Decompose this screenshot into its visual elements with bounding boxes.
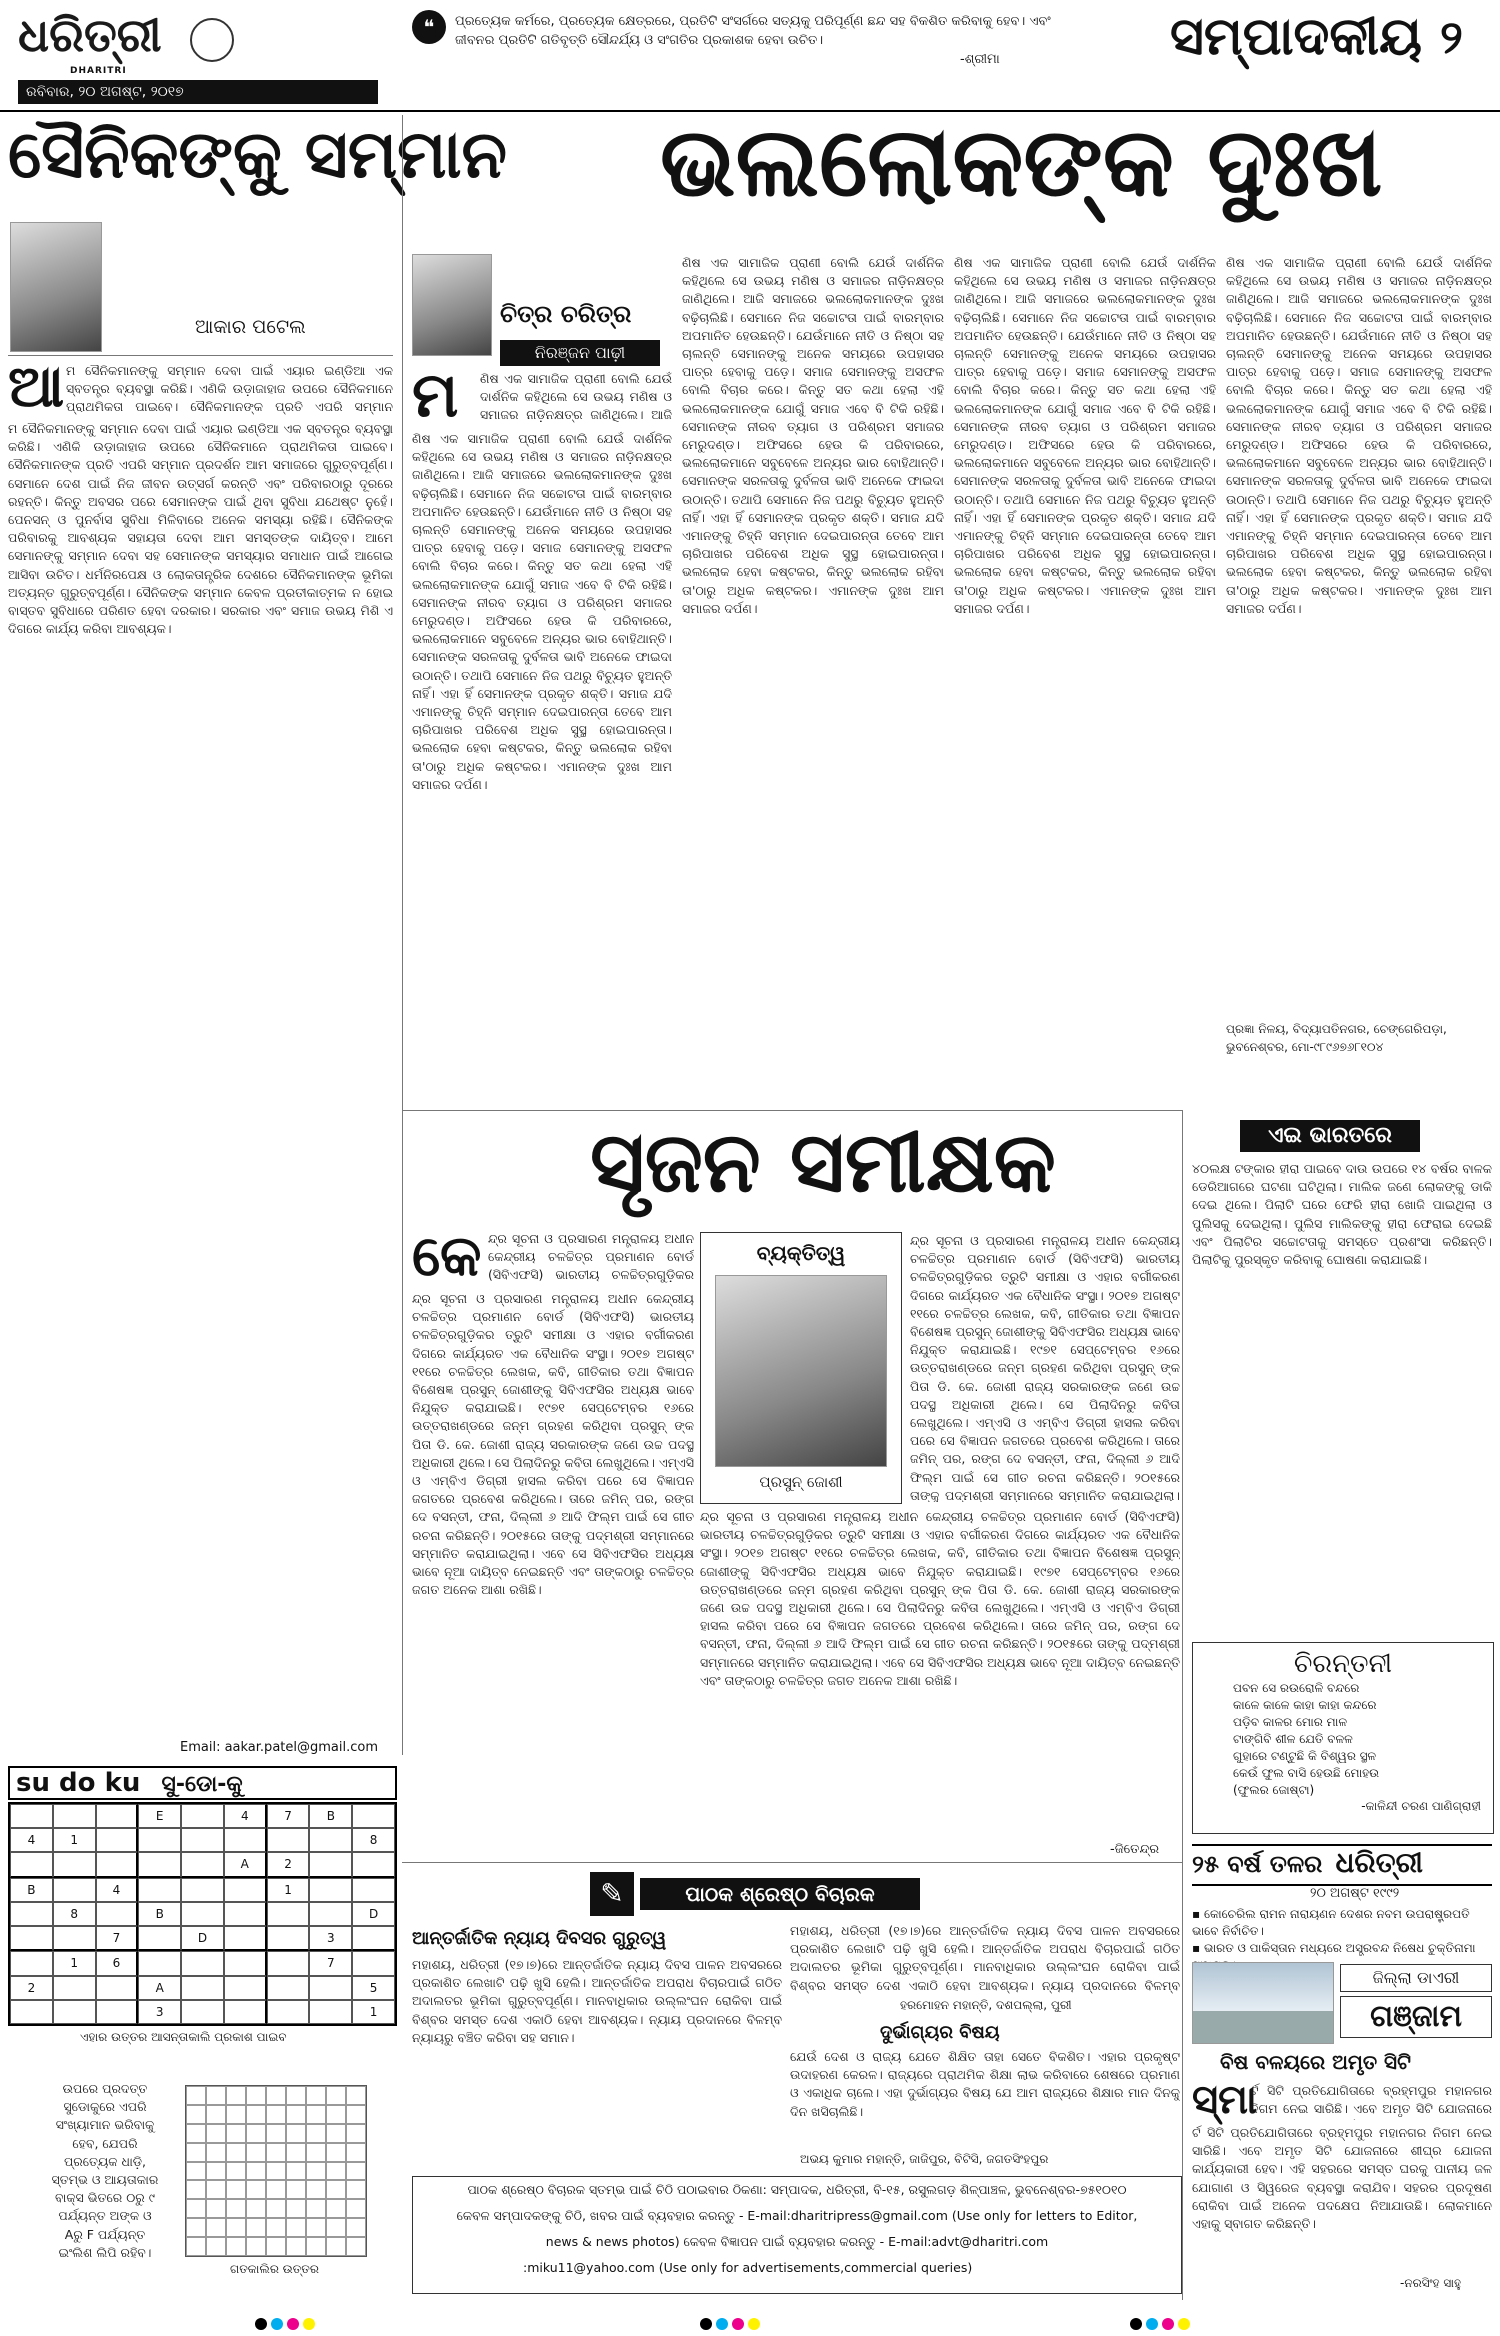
solution-cell bbox=[306, 2180, 326, 2199]
solution-cell bbox=[186, 2124, 206, 2143]
sudoku-cell[interactable] bbox=[309, 1878, 352, 1902]
sudoku-cell[interactable]: 1 bbox=[53, 1951, 96, 1975]
sudoku-cell[interactable]: 2 bbox=[267, 1852, 310, 1877]
sudoku-cell[interactable] bbox=[53, 2000, 96, 2024]
columnist-name: ନିରଞ୍ଜନ ପାଢ଼ୀ bbox=[500, 340, 660, 366]
sudoku-cell[interactable]: 2 bbox=[10, 1976, 53, 2000]
author-photo bbox=[10, 222, 102, 352]
solution-cell bbox=[266, 2199, 286, 2218]
sudoku-cell[interactable]: B bbox=[10, 1878, 53, 1902]
solution-cell bbox=[286, 2086, 306, 2105]
solution-cell bbox=[326, 2105, 346, 2124]
sudoku-cell[interactable] bbox=[267, 1926, 310, 1951]
main-headline: ଭଲଲୋକଙ୍କ ଦୁଃଖ bbox=[660, 105, 1383, 218]
solution-cell bbox=[326, 2124, 346, 2143]
sudoku-cell[interactable] bbox=[53, 1976, 96, 2000]
sudoku-header bbox=[8, 1766, 397, 1800]
solution-cell bbox=[266, 2143, 286, 2162]
sudoku-title-od: ସୁ-ଡୋ-କୁ bbox=[161, 1772, 243, 1797]
issue-date: ରବିବାର, ୨୦ ଅଗଷ୍ଟ, ୨୦୧୭ bbox=[18, 80, 378, 104]
solution-cell bbox=[246, 2199, 266, 2218]
solution-cell bbox=[226, 2162, 246, 2181]
sudoku-cell[interactable] bbox=[10, 1804, 53, 1828]
solution-cell bbox=[246, 2162, 266, 2181]
solution-cell bbox=[186, 2180, 206, 2199]
daily-quote: ପ୍ରତ୍ୟେକ କର୍ମରେ, ପ୍ରତ୍ୟେକ କ୍ଷେତ୍ରରେ, ପ୍ରତିଟି ସଂସର୍ଗରେ ସତ୍ୟକୁ ପରିପୂର୍ଣ୍ଣ ଛନ୍ଦ ସହ ବିକଶିତ କରିବାକୁ ହେବ। ଏବଂ ଜୀବନର ପ୍ରତିଟି ଗତିବୃତ୍ତି ସୌନ୍ଦର୍ଯ୍ୟ ଓ ସଂଗତିର ପ୍ରକାଶକ ହେବା ଉଚିତ। bbox=[455, 14, 1051, 48]
sudoku-cell[interactable]: 1 bbox=[352, 2000, 395, 2024]
district-photo bbox=[1192, 1962, 1334, 2044]
sudoku-cell[interactable] bbox=[96, 1804, 139, 1828]
letters-footer-4: :miku11@yahoo.com (Use only for advertisements,commercial queries) bbox=[523, 2260, 973, 2275]
main-dropcap: ମ bbox=[412, 358, 459, 431]
sudoku-cell[interactable] bbox=[181, 1804, 224, 1828]
archive-date: ୨୦ ଅଗଷ୍ଟ ୧୯୯୨ bbox=[1310, 1886, 1400, 1901]
right-body: ୪୦ଲକ୍ଷ ଟଙ୍କାର ହୀରା ପାଇବେ ଦାଉ ଉପରେ ୧୪ ବର୍ଷର ବାଳକ ଡେରିଆଗରେ ଘଟଣା ଘଟିଥିଲା। ମାଲିକ ଜଣେ ଲୋକଙ୍କୁ ଡାକି ଦେଇ ଥିଲେ। ପିଲାଟି ଘରେ ଫେରି ହୀରା ଖୋଜି ପାଇଥିଲା ଓ ପୁଲିସକୁ ଦେଇଥିଲା। ପୁଲିସ ମାଲିକଙ୍କୁ ହୀରା ଫେରାଇ ଦେଇଛି ଏବଂ ପିଲାଟିର ସଚ୍ଚୋଟତାକୁ ସମସ୍ତେ ପ୍ରଶଂସା କରିଛନ୍ତି। ପିଲାଟିକୁ ପୁରସ୍କୃତ କରିବାକୁ ଘୋଷଣା କରାଯାଇଛି। bbox=[1192, 1161, 1492, 1268]
sudoku-grid[interactable] bbox=[8, 1802, 397, 2026]
solution-cell bbox=[346, 2124, 366, 2143]
sudoku-cell[interactable] bbox=[138, 1926, 181, 1951]
solution-cell bbox=[186, 2218, 206, 2237]
letters-footer-2: କେବଳ ସମ୍ପାଦକଙ୍କୁ ଚିଠି, ଖବର ପାଇଁ ବ୍ୟବହାର କରନ୍ତୁ - E-mail:dharitripress@gmail.com (Use only for letters to Editor, bbox=[456, 2208, 1138, 2223]
left-rule bbox=[8, 355, 393, 356]
solution-cell bbox=[306, 2162, 326, 2181]
sudoku-cell[interactable]: 3 bbox=[138, 2000, 181, 2024]
solution-cell bbox=[266, 2162, 286, 2181]
solution-cell bbox=[206, 2105, 226, 2124]
letter1-title: ଆନ୍ତର୍ଜାତିକ ନ୍ୟାୟ ଦିବସର ଗୁରୁତ୍ୱ bbox=[412, 1928, 667, 1949]
solution-cell bbox=[286, 2105, 306, 2124]
main-author-address: ପ୍ରଜ୍ଞା ନିଳୟ, ବିଦ୍ୟାପତିନଗର, ଚେଙ୍ଗେରିପଡ଼ା, ଭୁବନେଶ୍ବର, ମୋ-୯୮୯୬୭୬୮୧୦୪ bbox=[1226, 1022, 1447, 1054]
solution-cell bbox=[326, 2162, 346, 2181]
sudoku-cell[interactable]: 8 bbox=[352, 1828, 395, 1852]
profile-headline: ସୃଜନ ସମୀକ୍ଷକ bbox=[590, 1112, 1056, 1211]
sudoku-cell[interactable] bbox=[53, 1926, 96, 1951]
sudoku-cell[interactable] bbox=[224, 1828, 267, 1852]
profile-signature: -ଜିତେନ୍ଦ୍ର bbox=[1110, 1842, 1160, 1857]
solution-cell bbox=[186, 2237, 206, 2256]
solution-cell bbox=[206, 2180, 226, 2199]
sudoku-cell[interactable] bbox=[138, 1852, 181, 1877]
archive-item: ▪ ଭାରତ ଓ ପାକିସ୍ତାନ ମଧ୍ୟରେ ଅସ୍ତ୍ରବନ୍ଦ ନିଷେଧ ଚୁକ୍ତିନାମା bbox=[1192, 1941, 1476, 1955]
sudoku-cell[interactable]: D bbox=[352, 1902, 395, 1926]
poem-line: ଟାଙ୍ଗିବି ଶୀଳ ଯେତି ବଳଳ bbox=[1233, 1732, 1353, 1746]
sudoku-cell[interactable] bbox=[53, 1852, 96, 1877]
sudoku-cell[interactable] bbox=[10, 2000, 53, 2024]
sudoku-title-en: su do ku bbox=[16, 1768, 141, 1798]
registration-dot bbox=[1146, 2318, 1158, 2330]
letters-icon: ✎ bbox=[590, 1872, 634, 1916]
sudoku-cell[interactable] bbox=[10, 1852, 53, 1877]
solution-cell bbox=[266, 2180, 286, 2199]
registration-dot bbox=[255, 2318, 267, 2330]
sudoku-cell[interactable]: 4 bbox=[224, 1804, 267, 1828]
main-bottom-rule bbox=[402, 1110, 1182, 1111]
solution-cell bbox=[326, 2237, 346, 2256]
solution-cell bbox=[186, 2199, 206, 2218]
solution-cell bbox=[306, 2143, 326, 2162]
sudoku-cell[interactable]: B bbox=[138, 1902, 181, 1926]
solution-cell bbox=[246, 2143, 266, 2162]
dharitri-logo: ଧରିତ୍ରୀ bbox=[18, 8, 162, 62]
sudoku-cell[interactable] bbox=[181, 2000, 224, 2024]
solution-cell bbox=[266, 2086, 286, 2105]
registration-dot bbox=[1130, 2318, 1142, 2330]
solution-cell bbox=[266, 2237, 286, 2256]
sudoku-cell[interactable] bbox=[53, 1804, 96, 1828]
poem-line: ଗୁହାରେ ଟଣ୍ଟୁଛି କି ବିଶ୍ୱର ସ୍ଥଳ bbox=[1233, 1749, 1377, 1763]
registration-dot bbox=[271, 2318, 283, 2330]
solution-cell bbox=[206, 2124, 226, 2143]
sudoku-cell[interactable] bbox=[309, 1976, 352, 2000]
sudoku-cell[interactable] bbox=[181, 1852, 224, 1877]
letter1-body: ମହାଶୟ, ଧରିତ୍ରୀ (୧୭।୭)ରେ ଆନ୍ତର୍ଜାତିକ ନ୍ୟାୟ ଦିବସ ପାଳନ ଅବସରରେ ପ୍ରକାଶିତ ଲେଖାଟି ପଢ଼ି ଖୁସି ହେଲି। ଆନ୍ତର୍ଜାତିକ ଅପରାଧ ବିଚାରପାଇଁ ଗଠିତ ଅଦାଲତର ଭୂମିକା ଗୁରୁତ୍ବପୂର୍ଣ୍ଣ। ମାନବାଧିକାର ଉଲ୍ଲଂଘନ ରୋକିବା ପାଇଁ ବିଶ୍ବର ସମସ୍ତ ଦେଶ ଏକାଠି ହେବା ଆବଶ୍ୟକ। ନ୍ୟାୟ ପ୍ରଦାନରେ ବିଳମ୍ବ ନ୍ୟାୟରୁ ବଞ୍ଚିତ କରିବା ସହ ସମାନ। bbox=[412, 1957, 782, 2045]
wheel-icon bbox=[190, 18, 234, 62]
logo-subtitle: DHARITRI bbox=[70, 66, 127, 76]
left-body: ମ ସୈନିକମାନଙ୍କୁ ସମ୍ମାନ ଦେବା ପାଇଁ ଏୟାର ଇଣ୍ଡିଆ ଏକ ସ୍ବତନ୍ତ୍ର ବ୍ୟବସ୍ଥା କରିଛି। ଏଣିକି ଉଡ଼ାଜାହାଜ ଉପରେ ସୈନିକମାନେ ପ୍ରାଥମିକତା ପାଇବେ। ସୈନିକମାନଙ୍କ ପ୍ରତି ଏପରି ସମ୍ମାନ ପ୍ରଦର୍ଶନ ଆମ ସମାଜରେ ଗୁରୁତ୍ବପୂର୍ଣ୍ଣ। ସେମାନେ ଦେଶ ପାଇଁ ନିଜ ଜୀବନ ଉତ୍ସର୍ଗ କରନ୍ତି ଏବଂ ପରିବାରଠାରୁ ଦୂରରେ ରହନ୍ତି। କିନ୍ତୁ ଅବସର ପରେ ସେମାନଙ୍କ ପାଇଁ ଥିବା ସୁବିଧା ଯଥେଷ୍ଟ ନୁହେଁ। ପେନସନ୍ ଓ ପୁନର୍ବାସ ସୁବିଧା ମିଳିବାରେ ଅନେକ ସମସ୍ୟା ରହିଛି। ସୈନିକଙ୍କ ପରିବାରକୁ ଆବଶ୍ୟକ ସହାୟତା ଦେବା ଆମ ସମସ୍ତଙ୍କ ଦାୟିତ୍ବ। ଆମେ ସେମାନଙ୍କୁ ସମ୍ମାନ ଦେବା ସହ ସେମାନଙ୍କ ସମସ୍ୟାର ସମାଧାନ ପାଇଁ ଆଗେଇ ଆସିବା ଉଚିତ। ଧର୍ମନିରପେକ୍ଷ ଓ ଲୋକତାନ୍ତ୍ରିକ ଦେଶରେ ସୈନିକମାନଙ୍କ ଭୂମିକା ଅତ୍ୟନ୍ତ ଗୁରୁତ୍ବପୂର୍ଣ୍ଣ। ସୈନିକଙ୍କ ସମ୍ମାନ କେବଳ ପ୍ରତୀକାତ୍ମକ ନ ହୋଇ ବାସ୍ତବ ସୁବିଧାରେ ପରିଣତ ହେବା ଦରକାର। ସରକାର ଏବଂ ସମାଜ ଉଭୟ ମିଶି ଏ ଦିଗରେ କାର୍ଯ୍ୟ କରିବା ଆବଶ୍ୟକ। bbox=[8, 421, 393, 637]
solution-cell bbox=[266, 2105, 286, 2124]
sudoku-cell[interactable] bbox=[224, 1926, 267, 1951]
sudoku-cell[interactable]: 7 bbox=[309, 1951, 352, 1975]
profile-bottom-rule bbox=[402, 1862, 1182, 1863]
sudoku-cell[interactable] bbox=[352, 1926, 395, 1951]
sudoku-cell[interactable] bbox=[224, 1976, 267, 2000]
letters-footer-1: ପାଠକ ଶ୍ରେଷ୍ଠ ବିଚାରକ ସ୍ତମ୍ଭ ପାଇଁ ଚିଠି ପଠାଇବାର ଠିକଣା: ସମ୍ପାଦକ, ଧରିତ୍ରୀ, ବି-୧୫, ରସୁଲଗଡ଼ ଶିଳ୍ପାଞ୍ଚଳ, ଭୁବନେଶ୍ବର-୭୫୧୦୧୦ bbox=[467, 2182, 1127, 2197]
sudoku-cell[interactable]: E bbox=[138, 1804, 181, 1828]
sudoku-solution-grid bbox=[185, 2085, 367, 2257]
archive-title: ୨୫ ବର୍ଷ ତଳର bbox=[1192, 1850, 1323, 1878]
archive-header bbox=[1192, 1844, 1492, 1886]
district-story-title: ବିଷ ବଳୟରେ ଅମୃତ ସିଟି bbox=[1220, 2050, 1411, 2074]
solution-cell bbox=[346, 2143, 366, 2162]
district-story-dropcap: ସ୍ମା bbox=[1192, 2076, 1258, 2123]
solution-cell bbox=[226, 2143, 246, 2162]
solution-cell bbox=[206, 2218, 226, 2237]
solution-cell bbox=[206, 2086, 226, 2105]
solution-cell bbox=[326, 2218, 346, 2237]
profile-person-name: ପ୍ରସୁନ୍ ଜୋଶୀ bbox=[759, 1473, 843, 1491]
solution-cell bbox=[326, 2086, 346, 2105]
solution-cell bbox=[286, 2218, 306, 2237]
solution-cell bbox=[346, 2180, 366, 2199]
letter2-title: ଦୁର୍ଭାଗ୍ୟର ବିଷୟ bbox=[880, 2022, 1000, 2043]
sudoku-cell[interactable] bbox=[352, 1878, 395, 1902]
sudoku-cell[interactable] bbox=[267, 1976, 310, 2000]
letters-banner: ପାଠକ ଶ୍ରେଷ୍ଠ ବିଚାରକ bbox=[640, 1878, 920, 1910]
archive-logo: ଧରିତ୍ରୀ bbox=[1335, 1846, 1423, 1879]
main-body-col3: ଣିଷ ଏକ ସାମାଜିକ ପ୍ରାଣୀ ବୋଲି ଯେଉଁ ଦାର୍ଶନିକ କହିଥିଲେ ସେ ଉଭୟ ମଣିଷ ଓ ସମାଜର ନାଡ଼ିନକ୍ଷତ୍ର ଜାଣିଥିଲେ। ଆଜି ସମାଜରେ ଭଲଲୋକମାନଙ୍କ ଦୁଃଖ ବଢ଼ିଚାଲିଛି। ସେମାନେ ନିଜ ସଚ୍ଚୋଟତା ପାଇଁ ବାରମ୍ବାର ଅପମାନିତ ହେଉଛନ୍ତି। ଯେଉଁମାନେ ନୀତି ଓ ନିଷ୍ଠା ସହ ଚାଲନ୍ତି ସେମାନଙ୍କୁ ଅନେକ ସମୟରେ ଉପହାସର ପାତ୍ର ହେବାକୁ ପଡ଼େ। ସମାଜ ସେମାନଙ୍କୁ ଅସଫଳ ବୋଲି ବିଚାର କରେ। କିନ୍ତୁ ସତ କଥା ହେଲା ଏହି ଭଲଲୋକମାନଙ୍କ ଯୋଗୁଁ ସମାଜ ଏବେ ବି ଟିକି ରହିଛି। ସେମାନଙ୍କ ନୀରବ ତ୍ୟାଗ ଓ ପରିଶ୍ରମ ସମାଜର ମେରୁଦଣ୍ଡ। ଅଫିସରେ ହେଉ କି ପରିବାରରେ, ଭଲଲୋକମାନେ ସବୁବେଳେ ଅନ୍ୟର ଭାର ବୋହିଥାନ୍ତି। ସେମାନଙ୍କ ସରଳତାକୁ ଦୁର୍ବଳତା ଭାବି ଅନେକେ ଫାଇଦା ଉଠାନ୍ତି। ତଥାପି ସେମାନେ ନିଜ ପଥରୁ ବିଚ୍ୟୁତ ହୁଅନ୍ତି ନାହିଁ। ଏହା ହିଁ ସେମାନଙ୍କ ପ୍ରକୃତ ଶକ୍ତି। ସମାଜ ଯଦି ଏମାନଙ୍କୁ ଚିହ୍ନି ସମ୍ମାନ ଦେଇପାରନ୍ତା ତେବେ ଆମ ଚାରିପାଖର ପରିବେଶ ଅଧିକ ସୁସ୍ଥ ହୋଇପାରନ୍ତା। ଭଲଲୋକ ହେବା କଷ୍ଟକର, କିନ୍ତୁ ଭଲଲୋକ ରହିବା ତା'ଠାରୁ ଅଧିକ କଷ୍ଟକର। ଏମାନଙ୍କ ଦୁଃଖ ଆମ ସମାଜର ଦର୍ପଣ। bbox=[954, 255, 1216, 616]
sudoku-cell[interactable] bbox=[267, 1951, 310, 1975]
profile-body-intro: ନ୍ଦ୍ର ସୂଚନା ଓ ପ୍ରସାରଣ ମନ୍ତ୍ରାଳୟ ଅଧୀନ କେନ୍ଦ୍ରୀୟ ଚଳଚ୍ଚିତ୍ର ପ୍ରମାଣନ ବୋର୍ଡ (ସିବିଏଫସି) ଭାରତୀୟ ଚଳଚ୍ଚିତ୍ରଗୁଡ଼ିକର bbox=[488, 1231, 694, 1283]
solution-cell bbox=[286, 2162, 306, 2181]
sudoku-cell[interactable] bbox=[96, 1828, 139, 1852]
profile-body-col1: ନ୍ଦ୍ର ସୂଚନା ଓ ପ୍ରସାରଣ ମନ୍ତ୍ରାଳୟ ଅଧୀନ କେନ୍ଦ୍ରୀୟ ଚଳଚ୍ଚିତ୍ର ପ୍ରମାଣନ ବୋର୍ଡ (ସିବିଏଫସି) ଭାରତୀୟ ଚଳଚ୍ଚିତ୍ରଗୁଡ଼ିକର ତ୍ରୁଟି ସମୀକ୍ଷା ଓ ଏହାର ବର୍ଗୀକରଣ ଦିଗରେ କାର୍ଯ୍ୟରତ ଏକ ବୈଧାନିକ ସଂସ୍ଥା। ୨୦୧୭ ଅଗଷ୍ଟ ୧୧ରେ ଚଳଚ୍ଚିତ୍ର ଲେଖକ, କବି, ଗୀତିକାର ତଥା ବିଜ୍ଞାପନ ବିଶେଷଜ୍ଞ ପ୍ରସୁନ୍ ଜୋଶୀଙ୍କୁ ସିବିଏଫସିର ଅଧ୍ୟକ୍ଷ ଭାବେ ନିଯୁକ୍ତ କରାଯାଇଛି। ୧୯୭୧ ସେପ୍ଟେମ୍ବର ୧୬ରେ ଉତ୍ତରାଖଣ୍ଡରେ ଜନ୍ମ ଗ୍ରହଣ କରିଥିବା ପ୍ରସୁନ୍ ଙ୍କ ପିତା ଡି. କେ. ଜୋଶୀ ରାଜ୍ୟ ସରକାରଙ୍କ ଜଣେ ଉଚ୍ଚ ପଦସ୍ଥ ଅଧିକାରୀ ଥିଲେ। ସେ ପିଲାଦିନରୁ କବିତା ଲେଖୁଥିଲେ। ଏମ୍ଏସି ଓ ଏମ୍ବିଏ ଡିଗ୍ରୀ ହାସଲ କରିବା ପରେ ସେ ବିଜ୍ଞାପନ ଜଗତରେ ପ୍ରବେଶ କରିଥିଲେ। ତାରେ ଜମିନ୍ ପର, ରଙ୍ଗ ଦେ ବସନ୍ତୀ, ଫନା, ଦିଲ୍ଲୀ ୬ ଆଦି ଫିଲ୍ମ ପାଇଁ ସେ ଗୀତ ରଚନା କରିଛନ୍ତି। ୨୦୧୫ରେ ତାଙ୍କୁ ପଦ୍ମଶ୍ରୀ ସମ୍ମାନରେ ସମ୍ମାନିତ କରାଯାଇଥିଲା। ଏବେ ସେ ସିବିଏଫସିର ଅଧ୍ୟକ୍ଷ ଭାବେ ନୂଆ ଦାୟିତ୍ବ ନେଇଛନ୍ତି ଏବଂ ତାଙ୍କଠାରୁ ଚଳଚ୍ଚିତ୍ର ଜଗତ ଅନେକ ଆଶା ରଖିଛି। bbox=[412, 1291, 694, 1598]
sudoku-cell[interactable] bbox=[96, 1902, 139, 1926]
letter1-signature: ହରମୋହନ ମହାନ୍ତି, ଦଶପଲ୍ଲା, ପୁରୀ bbox=[900, 1998, 1072, 2012]
solution-cell bbox=[226, 2218, 246, 2237]
sudoku-cell[interactable] bbox=[181, 1878, 224, 1902]
solution-cell bbox=[206, 2162, 226, 2181]
registration-dot bbox=[700, 2318, 712, 2330]
solution-cell bbox=[246, 2180, 266, 2199]
profile-dropcap: କେ bbox=[412, 1223, 482, 1289]
left-author: ଆକାର ପଟେଲ bbox=[195, 316, 306, 338]
solution-cell bbox=[286, 2180, 306, 2199]
solution-cell bbox=[286, 2199, 306, 2218]
sudoku-cell[interactable] bbox=[10, 1926, 53, 1951]
solution-cell bbox=[266, 2218, 286, 2237]
letters-footer-3: news & news photos) କେବଳ ବିଜ୍ଞାପନ ପାଇଁ ବ୍ୟବହାର କରନ୍ତୁ - E-mail:advt@dharitri.com bbox=[545, 2234, 1049, 2249]
sudoku-cell[interactable]: A bbox=[224, 1852, 267, 1877]
poem-line: କାଳେ କାଳେ କାହା କାହା କନ୍ଦରେ bbox=[1233, 1698, 1377, 1712]
sudoku-cell[interactable] bbox=[96, 1852, 139, 1877]
solution-cell bbox=[186, 2086, 206, 2105]
archive-item: ▪ କୋଚେରିଲ ରାମନ ନାରାୟଣନ ଦେଶର ନବମ ଉପରାଷ୍ଟ୍ରପତି ଭାବେ ନିର୍ବାଚିତ। bbox=[1192, 1907, 1470, 1938]
profile-body-col3: ନ୍ଦ୍ର ସୂଚନା ଓ ପ୍ରସାରଣ ମନ୍ତ୍ରାଳୟ ଅଧୀନ କେନ୍ଦ୍ରୀୟ ଚଳଚ୍ଚିତ୍ର ପ୍ରମାଣନ ବୋର୍ଡ (ସିବିଏଫସି) ଭାରତୀୟ ଚଳଚ୍ଚିତ୍ରଗୁଡ଼ିକର ତ୍ରୁଟି ସମୀକ୍ଷା ଓ ଏହାର ବର୍ଗୀକରଣ ଦିଗରେ କାର୍ଯ୍ୟରତ ଏକ ବୈଧାନିକ ସଂସ୍ଥା। ୨୦୧୭ ଅଗଷ୍ଟ ୧୧ରେ ଚଳଚ୍ଚିତ୍ର ଲେଖକ, କବି, ଗୀତିକାର ତଥା ବିଜ୍ଞାପନ ବିଶେଷଜ୍ଞ ପ୍ରସୁନ୍ ଜୋଶୀଙ୍କୁ ସିବିଏଫସିର ଅଧ୍ୟକ୍ଷ ଭାବେ ନିଯୁକ୍ତ କରାଯାଇଛି। ୧୯୭୧ ସେପ୍ଟେମ୍ବର ୧୬ରେ ଉତ୍ତରାଖଣ୍ଡରେ ଜନ୍ମ ଗ୍ରହଣ କରିଥିବା ପ୍ରସୁନ୍ ଙ୍କ ପିତା ଡି. କେ. ଜୋଶୀ ରାଜ୍ୟ ସରକାରଙ୍କ ଜଣେ ଉଚ୍ଚ ପଦସ୍ଥ ଅଧିକାରୀ ଥିଲେ। ସେ ପିଲାଦିନରୁ କବିତା ଲେଖୁଥିଲେ। ଏମ୍ଏସି ଓ ଏମ୍ବିଏ ଡିଗ୍ରୀ ହାସଲ କରିବା ପରେ ସେ ବିଜ୍ଞାପନ ଜଗତରେ ପ୍ରବେଶ କରିଥିଲେ। ତାରେ ଜମିନ୍ ପର, ରଙ୍ଗ ଦେ ବସନ୍ତୀ, ଫନା, ଦିଲ୍ଲୀ ୬ ଆଦି ଫିଲ୍ମ ପାଇଁ ସେ ଗୀତ ରଚନା କରିଛନ୍ତି। ୨୦୧୫ରେ ତାଙ୍କୁ ପଦ୍ମଶ୍ରୀ ସମ୍ମାନରେ ସମ୍ମାନିତ କରାଯାଇଥିଲା। ଏବେ ସେ ସିବିଏଫସିର ଅଧ୍ୟକ୍ଷ ଭାବେ ନୂଆ ଦାୟିତ୍ବ ନେଇଛନ୍ତି ଏବଂ ତାଙ୍କଠାରୁ ଚଳଚ୍ଚିତ୍ର ଜଗତ ଅନେକ ଆଶା ରଖିଛି। bbox=[700, 1509, 1180, 1688]
solution-cell bbox=[226, 2124, 246, 2143]
sudoku-cell[interactable] bbox=[10, 1951, 53, 1975]
district-story-intro: ର୍ଟ ସିଟି ପ୍ରତିଯୋଗିତାରେ ବ୍ରହ୍ମପୁର ମହାନଗର ନିଗମ ନେଇ ସାରିଛି। ଏବେ ଅମୃତ ସିଟି ଯୋଜନାରେ bbox=[1250, 2083, 1492, 2117]
sudoku-cell[interactable] bbox=[96, 1976, 139, 2000]
sudoku-cell[interactable]: 3 bbox=[309, 1926, 352, 1951]
solution-cell bbox=[246, 2237, 266, 2256]
solution-cell bbox=[186, 2162, 206, 2181]
right-section-label: ଏଇ ଭାରତରେ bbox=[1240, 1120, 1420, 1152]
district-name: ଗଞ୍ଜାମ bbox=[1340, 1996, 1492, 2038]
main-body-col1: ଣିଷ ଏକ ସାମାଜିକ ପ୍ରାଣୀ ବୋଲି ଯେଉଁ ଦାର୍ଶନିକ କହିଥିଲେ ସେ ଉଭୟ ମଣିଷ ଓ ସମାଜର ନାଡ଼ିନକ୍ଷତ୍ର ଜାଣିଥିଲେ। ଆଜି ସମାଜରେ ଭଲଲୋକମାନଙ୍କ ଦୁଃଖ ବଢ଼ିଚାଲିଛି। ସେମାନେ ନିଜ ସଚ୍ଚୋଟତା ପାଇଁ ବାରମ୍ବାର ଅପମାନିତ ହେଉଛନ୍ତି। ଯେଉଁମାନେ ନୀତି ଓ ନିଷ୍ଠା ସହ ଚାଲନ୍ତି ସେମାନଙ୍କୁ ଅନେକ ସମୟରେ ଉପହାସର ପାତ୍ର ହେବାକୁ ପଡ଼େ। ସମାଜ ସେମାନଙ୍କୁ ଅସଫଳ ବୋଲି ବିଚାର କରେ। କିନ୍ତୁ ସତ କଥା ହେଲା ଏହି ଭଲଲୋକମାନଙ୍କ ଯୋଗୁଁ ସମାଜ ଏବେ ବି ଟିକି ରହିଛି। ସେମାନଙ୍କ ନୀରବ ତ୍ୟାଗ ଓ ପରିଶ୍ରମ ସମାଜର ମେରୁଦଣ୍ଡ। ଅଫିସରେ ହେଉ କି ପରିବାରରେ, ଭଲଲୋକମାନେ ସବୁବେଳେ ଅନ୍ୟର ଭାର ବୋହିଥାନ୍ତି। ସେମାନଙ୍କ ସରଳତାକୁ ଦୁର୍ବଳତା ଭାବି ଅନେକେ ଫାଇଦା ଉଠାନ୍ତି। ତଥାପି ସେମାନେ ନିଜ ପଥରୁ ବିଚ୍ୟୁତ ହୁଅନ୍ତି ନାହିଁ। ଏହା ହିଁ ସେମାନଙ୍କ ପ୍ରକୃତ ଶକ୍ତି। ସମାଜ ଯଦି ଏମାନଙ୍କୁ ଚିହ୍ନି ସମ୍ମାନ ଦେଇପାରନ୍ତା ତେବେ ଆମ ଚାରିପାଖର ପରିବେଶ ଅଧିକ ସୁସ୍ଥ ହୋଇପାରନ୍ତା। ଭଲଲୋକ ହେବା କଷ୍ଟକର, କିନ୍ତୁ ଭଲଲୋକ ରହିବା ତା'ଠାରୁ ଅଧିକ କଷ୍ଟକର। ଏମାନଙ୍କ ଦୁଃଖ ଆମ ସମାଜର ଦର୍ପଣ। bbox=[412, 431, 672, 792]
solution-cell bbox=[226, 2180, 246, 2199]
sudoku-cell[interactable]: 5 bbox=[352, 1976, 395, 2000]
sudoku-cell[interactable] bbox=[267, 1902, 310, 1926]
solution-cell bbox=[286, 2124, 306, 2143]
registration-dot bbox=[1162, 2318, 1174, 2330]
sudoku-cell[interactable] bbox=[138, 1828, 181, 1852]
sudoku-cell[interactable] bbox=[267, 2000, 310, 2024]
profile-photo bbox=[715, 1275, 887, 1467]
solution-cell bbox=[346, 2086, 366, 2105]
solution-cell bbox=[206, 2143, 226, 2162]
sudoku-cell[interactable] bbox=[181, 1976, 224, 2000]
district-story-body: ର୍ଟ ସିଟି ପ୍ରତିଯୋଗିତାରେ ବ୍ରହ୍ମପୁର ମହାନଗର ନିଗମ ନେଇ ସାରିଛି। ଏବେ ଅମୃତ ସିଟି ଯୋଜନାରେ ଶୀଘ୍ର ଯୋଜନା କାର୍ଯ୍ୟକାରୀ ହେବ। ଏହି ସହରରେ ସମସ୍ତ ଘରକୁ ପାନୀୟ ଜଳ ଯୋଗାଣ ଓ ସିୱରେଜ ବ୍ୟବସ୍ଥା କରାଯିବ। ସହରର ପ୍ରଦୂଷଣ ରୋକିବା ପାଇଁ ଅନେକ ପଦକ୍ଷେପ ନିଆଯାଉଛି। ଲୋକମାନେ ଏହାକୁ ସ୍ବାଗତ କରିଛନ୍ତି। bbox=[1192, 2125, 1492, 2232]
solution-cell bbox=[186, 2105, 206, 2124]
poem-box bbox=[1192, 1642, 1494, 1834]
solution-cell bbox=[206, 2237, 226, 2256]
sudoku-cell[interactable] bbox=[309, 1828, 352, 1852]
main-body-col2: ଣିଷ ଏକ ସାମାଜିକ ପ୍ରାଣୀ ବୋଲି ଯେଉଁ ଦାର୍ଶନିକ କହିଥିଲେ ସେ ଉଭୟ ମଣିଷ ଓ ସମାଜର ନାଡ଼ିନକ୍ଷତ୍ର ଜାଣିଥିଲେ। ଆଜି ସମାଜରେ ଭଲଲୋକମାନଙ୍କ ଦୁଃଖ ବଢ଼ିଚାଲିଛି। ସେମାନେ ନିଜ ସଚ୍ଚୋଟତା ପାଇଁ ବାରମ୍ବାର ଅପମାନିତ ହେଉଛନ୍ତି। ଯେଉଁମାନେ ନୀତି ଓ ନିଷ୍ଠା ସହ ଚାଲନ୍ତି ସେମାନଙ୍କୁ ଅନେକ ସମୟରେ ଉପହାସର ପାତ୍ର ହେବାକୁ ପଡ଼େ। ସମାଜ ସେମାନଙ୍କୁ ଅସଫଳ ବୋଲି ବିଚାର କରେ। କିନ୍ତୁ ସତ କଥା ହେଲା ଏହି ଭଲଲୋକମାନଙ୍କ ଯୋଗୁଁ ସମାଜ ଏବେ ବି ଟିକି ରହିଛି। ସେମାନଙ୍କ ନୀରବ ତ୍ୟାଗ ଓ ପରିଶ୍ରମ ସମାଜର ମେରୁଦଣ୍ଡ। ଅଫିସରେ ହେଉ କି ପରିବାରରେ, ଭଲଲୋକମାନେ ସବୁବେଳେ ଅନ୍ୟର ଭାର ବୋହିଥାନ୍ତି। ସେମାନଙ୍କ ସରଳତାକୁ ଦୁର୍ବଳତା ଭାବି ଅନେକେ ଫାଇଦା ଉଠାନ୍ତି। ତଥାପି ସେମାନେ ନିଜ ପଥରୁ ବିଚ୍ୟୁତ ହୁଅନ୍ତି ନାହିଁ। ଏହା ହିଁ ସେମାନଙ୍କ ପ୍ରକୃତ ଶକ୍ତି। ସମାଜ ଯଦି ଏମାନଙ୍କୁ ଚିହ୍ନି ସମ୍ମାନ ଦେଇପାରନ୍ତା ତେବେ ଆମ ଚାରିପାଖର ପରିବେଶ ଅଧିକ ସୁସ୍ଥ ହୋଇପାରନ୍ତା। ଭଲଲୋକ ହେବା କଷ୍ଟକର, କିନ୍ତୁ ଭଲଲୋକ ରହିବା ତା'ଠାରୁ ଅଧିକ କଷ୍ଟକର। ଏମାନଙ୍କ ଦୁଃଖ ଆମ ସମାଜର ଦର୍ପଣ। bbox=[682, 255, 944, 616]
sudoku-cell[interactable] bbox=[224, 1902, 267, 1926]
page-number: ୨ bbox=[1440, 10, 1463, 64]
sudoku-cell[interactable] bbox=[352, 1804, 395, 1828]
solution-cell bbox=[346, 2199, 366, 2218]
poem-line: କେଉଁ ଫୁଲ ବାସି ହେଉଛି ମୋହଉ bbox=[1233, 1766, 1380, 1780]
sudoku-yesterday-label: ଗତକାଲିର ଉତ୍ତର bbox=[230, 2262, 319, 2276]
poem-author: -କାଳିନ୍ଦୀ ଚରଣ ପାଣିଗ୍ରାହୀ bbox=[1361, 1799, 1481, 1813]
columnist-photo bbox=[412, 254, 492, 356]
left-email: Email: aakar.patel@gmail.com bbox=[180, 1740, 378, 1755]
solution-cell bbox=[286, 2237, 306, 2256]
sudoku-cell[interactable] bbox=[181, 1902, 224, 1926]
sudoku-cell[interactable]: 7 bbox=[267, 1804, 310, 1828]
section-title: ସମ୍ପାଦକୀୟ bbox=[1170, 6, 1422, 67]
quote-author: -ଶ୍ରୀମା bbox=[960, 52, 1000, 67]
solution-cell bbox=[306, 2124, 326, 2143]
district-label: ଜିଲ୍ଲା ଡାଏରୀ bbox=[1340, 1964, 1492, 1992]
solution-cell bbox=[246, 2105, 266, 2124]
solution-cell bbox=[186, 2143, 206, 2162]
left-body-intro: ମ ସୈନିକମାନଙ୍କୁ ସମ୍ମାନ ଦେବା ପାଇଁ ଏୟାର ଇଣ୍ଡିଆ ଏକ ସ୍ବତନ୍ତ୍ର ବ୍ୟବସ୍ଥା କରିଛି। ଏଣିକି ଉଡ଼ାଜାହାଜ ଉପରେ ସୈନିକମାନେ ପ୍ରାଥମିକତା ପାଇବେ। ସୈନିକମାନଙ୍କ ପ୍ରତି ଏପରି ସମ୍ମାନ bbox=[66, 363, 393, 415]
profile-photo-box bbox=[700, 1232, 902, 1504]
col-divider-1 bbox=[402, 115, 403, 1755]
profile-box-label: ବ୍ୟକ୍ତିତ୍ୱ bbox=[756, 1241, 846, 1265]
column-name: ଚିତ୍ର ଚରିତ୍ର bbox=[500, 300, 632, 328]
sudoku-cell[interactable] bbox=[10, 1902, 53, 1926]
quote-icon: ❝ bbox=[412, 10, 446, 44]
poem-line: ପବନ ସେ ରଉରୋଳି ବନ୍ଦରେ bbox=[1233, 1681, 1360, 1695]
sudoku-cell[interactable] bbox=[309, 2000, 352, 2024]
sudoku-cell[interactable] bbox=[224, 2000, 267, 2024]
solution-cell bbox=[306, 2237, 326, 2256]
sudoku-instructions: ଉପରେ ପ୍ରଦତ୍ତ ସୁଡୋକୁରେ ଏପରି ସଂଖ୍ୟାମାନ ଭରିବାକୁ ହେବ, ଯେପରି ପ୍ରତ୍ୟେକ ଧାଡ଼ି, ସ୍ତମ୍ଭ ଓ ଆୟତାକାର ବାକ୍ସ ଭିତରେ ୦ରୁ ୯ ପର୍ଯ୍ୟନ୍ତ ଅଙ୍କ ଓ Aରୁ F ପର୍ଯ୍ୟନ୍ତ ଇଂଲିଶ ଲିପି ରହିବ। bbox=[51, 2081, 159, 2260]
solution-cell bbox=[326, 2143, 346, 2162]
registration-dot bbox=[748, 2318, 760, 2330]
registration-dot bbox=[303, 2318, 315, 2330]
sudoku-answer-note: ଏହାର ଉତ୍ତର ଆସନ୍ତାକାଲି ପ୍ରକାଶ ପାଇବ bbox=[80, 2030, 287, 2044]
left-headline: ସୈନିକଙ୍କୁ ସମ୍ମାନ bbox=[8, 115, 508, 193]
solution-cell bbox=[226, 2199, 246, 2218]
solution-cell bbox=[246, 2218, 266, 2237]
main-body-col4: ଣିଷ ଏକ ସାମାଜିକ ପ୍ରାଣୀ ବୋଲି ଯେଉଁ ଦାର୍ଶନିକ କହିଥିଲେ ସେ ଉଭୟ ମଣିଷ ଓ ସମାଜର ନାଡ଼ିନକ୍ଷତ୍ର ଜାଣିଥିଲେ। ଆଜି ସମାଜରେ ଭଲଲୋକମାନଙ୍କ ଦୁଃଖ ବଢ଼ିଚାଲିଛି। ସେମାନେ ନିଜ ସଚ୍ଚୋଟତା ପାଇଁ ବାରମ୍ବାର ଅପମାନିତ ହେଉଛନ୍ତି। ଯେଉଁମାନେ ନୀତି ଓ ନିଷ୍ଠା ସହ ଚାଲନ୍ତି ସେମାନଙ୍କୁ ଅନେକ ସମୟରେ ଉପହାସର ପାତ୍ର ହେବାକୁ ପଡ଼େ। ସମାଜ ସେମାନଙ୍କୁ ଅସଫଳ ବୋଲି ବିଚାର କରେ। କିନ୍ତୁ ସତ କଥା ହେଲା ଏହି ଭଲଲୋକମାନଙ୍କ ଯୋଗୁଁ ସମାଜ ଏବେ ବି ଟିକି ରହିଛି। ସେମାନଙ୍କ ନୀରବ ତ୍ୟାଗ ଓ ପରିଶ୍ରମ ସମାଜର ମେରୁଦଣ୍ଡ। ଅଫିସରେ ହେଉ କି ପରିବାରରେ, ଭଲଲୋକମାନେ ସବୁବେଳେ ଅନ୍ୟର ଭାର ବୋହିଥାନ୍ତି। ସେମାନଙ୍କ ସରଳତାକୁ ଦୁର୍ବଳତା ଭାବି ଅନେକେ ଫାଇଦା ଉଠାନ୍ତି। ତଥାପି ସେମାନେ ନିଜ ପଥରୁ ବିଚ୍ୟୁତ ହୁଅନ୍ତି ନାହିଁ। ଏହା ହିଁ ସେମାନଙ୍କ ପ୍ରକୃତ ଶକ୍ତି। ସମାଜ ଯଦି ଏମାନଙ୍କୁ ଚିହ୍ନି ସମ୍ମାନ ଦେଇପାରନ୍ତା ତେବେ ଆମ ଚାରିପାଖର ପରିବେଶ ଅଧିକ ସୁସ୍ଥ ହୋଇପାରନ୍ତା। ଭଲଲୋକ ହେବା କଷ୍ଟକର, କିନ୍ତୁ ଭଲଲୋକ ରହିବା ତା'ଠାରୁ ଅଧିକ କଷ୍ଟକର। ଏମାନଙ୍କ ଦୁଃଖ ଆମ ସମାଜର ଦର୍ପଣ। bbox=[1226, 255, 1492, 616]
sudoku-cell[interactable] bbox=[138, 1951, 181, 1975]
main-body-intro: ଣିଷ ଏକ ସାମାଜିକ ପ୍ରାଣୀ ବୋଲି ଯେଉଁ ଦାର୍ଶନିକ କହିଥିଲେ ସେ ଉଭୟ ମଣିଷ ଓ ସମାଜର ନାଡ଼ିନକ୍ଷତ୍ର ଜାଣିଥିଲେ। ଆଜି bbox=[480, 371, 672, 423]
sudoku-cell[interactable] bbox=[96, 2000, 139, 2024]
registration-dot bbox=[732, 2318, 744, 2330]
sudoku-cell[interactable] bbox=[138, 1878, 181, 1902]
solution-cell bbox=[286, 2143, 306, 2162]
registration-dot bbox=[287, 2318, 299, 2330]
solution-cell bbox=[306, 2199, 326, 2218]
sudoku-cell[interactable] bbox=[352, 1951, 395, 1975]
sudoku-cell[interactable]: 4 bbox=[96, 1878, 139, 1902]
solution-cell bbox=[226, 2105, 246, 2124]
sudoku-cell[interactable]: 8 bbox=[53, 1902, 96, 1926]
solution-cell bbox=[346, 2218, 366, 2237]
solution-cell bbox=[346, 2162, 366, 2181]
sudoku-cell[interactable]: 1 bbox=[53, 1828, 96, 1852]
letters-address-box bbox=[412, 2176, 1182, 2294]
solution-cell bbox=[326, 2199, 346, 2218]
solution-cell bbox=[226, 2086, 246, 2105]
solution-cell bbox=[306, 2086, 326, 2105]
sudoku-cell[interactable] bbox=[224, 1878, 267, 1902]
letter2-body: ଯେଉଁ ଦେଶ ଓ ରାଜ୍ୟ ଯେତେ ଶିକ୍ଷିତ ତାହା ସେତେ ବିକଶିତ। ଏହାର ପ୍ରକୃଷ୍ଟ ଉଦାହରଣ କେରଳ। ରାଜ୍ୟରେ ପ୍ରାଥମିକ ଶିକ୍ଷା ଲାଭ କରିବାରେ ଶେଷରେ ପ୍ରମାଣ ଓ ଏକାଧିକ ଚାଲେ। ଏହା ଦୁର୍ଭାଗ୍ୟର ବିଷୟ ଯେ ଆମ ରାଜ୍ୟରେ ଶିକ୍ଷାର ମାନ ଦିନକୁ ଦିନ ଖସିଚାଲିଛି। bbox=[790, 2049, 1180, 2119]
left-dropcap: ଆ bbox=[8, 352, 65, 420]
sudoku-cell[interactable] bbox=[309, 1902, 352, 1926]
poem-line: (ଫୁଲର ଜୋଷ୍ଟା) bbox=[1233, 1783, 1315, 1797]
registration-dot bbox=[1178, 2318, 1190, 2330]
sudoku-cell[interactable] bbox=[309, 1852, 352, 1877]
solution-cell bbox=[306, 2218, 326, 2237]
poem-title: ଚିରନ୍ତନୀ bbox=[1293, 1649, 1393, 1679]
solution-cell bbox=[246, 2086, 266, 2105]
solution-cell bbox=[246, 2124, 266, 2143]
sudoku-cell[interactable] bbox=[224, 1951, 267, 1975]
sudoku-cell[interactable]: A bbox=[138, 1976, 181, 2000]
solution-cell bbox=[226, 2237, 246, 2256]
sudoku-cell[interactable] bbox=[267, 1828, 310, 1852]
solution-cell bbox=[346, 2237, 366, 2256]
col-divider-2 bbox=[1182, 1110, 1183, 2300]
profile-body-col2: ନ୍ଦ୍ର ସୂଚନା ଓ ପ୍ରସାରଣ ମନ୍ତ୍ରାଳୟ ଅଧୀନ କେନ୍ଦ୍ରୀୟ ଚଳଚ୍ଚିତ୍ର ପ୍ରମାଣନ ବୋର୍ଡ (ସିବିଏଫସି) ଭାରତୀୟ ଚଳଚ୍ଚିତ୍ରଗୁଡ଼ିକର ତ୍ରୁଟି ସମୀକ୍ଷା ଓ ଏହାର ବର୍ଗୀକରଣ ଦିଗରେ କାର୍ଯ୍ୟରତ ଏକ ବୈଧାନିକ ସଂସ୍ଥା। ୨୦୧୭ ଅଗଷ୍ଟ ୧୧ରେ ଚଳଚ୍ଚିତ୍ର ଲେଖକ, କବି, ଗୀତିକାର ତଥା ବିଜ୍ଞାପନ ବିଶେଷଜ୍ଞ ପ୍ରସୁନ୍ ଜୋଶୀଙ୍କୁ ସିବିଏଫସିର ଅଧ୍ୟକ୍ଷ ଭାବେ ନିଯୁକ୍ତ କରାଯାଇଛି। ୧୯୭୧ ସେପ୍ଟେମ୍ବର ୧୬ରେ ଉତ୍ତରାଖଣ୍ଡରେ ଜନ୍ମ ଗ୍ରହଣ କରିଥିବା ପ୍ରସୁନ୍ ଙ୍କ ପିତା ଡି. କେ. ଜୋଶୀ ରାଜ୍ୟ ସରକାରଙ୍କ ଜଣେ ଉଚ୍ଚ ପଦସ୍ଥ ଅଧିକାରୀ ଥିଲେ। ସେ ପିଲାଦିନରୁ କବିତା ଲେଖୁଥିଲେ। ଏମ୍ଏସି ଓ ଏମ୍ବିଏ ଡିଗ୍ରୀ ହାସଲ କରିବା ପରେ ସେ ବିଜ୍ଞାପନ ଜଗତରେ ପ୍ରବେଶ କରିଥିଲେ। ତାରେ ଜମିନ୍ ପର, ରଙ୍ଗ ଦେ ବସନ୍ତୀ, ଫନା, ଦିଲ୍ଲୀ ୬ ଆଦି ଫିଲ୍ମ ପାଇଁ ସେ ଗୀତ ରଚନା କରିଛନ୍ତି। ୨୦୧୫ରେ ତାଙ୍କୁ ପଦ୍ମଶ୍ରୀ ସମ୍ମାନରେ ସମ୍ମାନିତ କରାଯାଇଥିଲା। bbox=[910, 1233, 1180, 1502]
solution-cell bbox=[266, 2124, 286, 2143]
solution-cell bbox=[326, 2180, 346, 2199]
sudoku-cell[interactable]: D bbox=[181, 1926, 224, 1951]
sudoku-cell[interactable] bbox=[53, 1878, 96, 1902]
registration-dot bbox=[716, 2318, 728, 2330]
letter2-signature: ଅଭୟ କୁମାର ମହାନ୍ତି, ଜାଜିପୁର, ବିଟିସି, ଜଗତସିଂହପୁର bbox=[800, 2152, 1049, 2166]
sudoku-cell[interactable]: 4 bbox=[10, 1828, 53, 1852]
solution-cell bbox=[206, 2199, 226, 2218]
sudoku-cell[interactable]: 7 bbox=[96, 1926, 139, 1951]
sudoku-cell[interactable] bbox=[352, 1852, 395, 1877]
sudoku-cell[interactable] bbox=[181, 1828, 224, 1852]
solution-cell bbox=[346, 2105, 366, 2124]
sudoku-cell[interactable]: 1 bbox=[267, 1878, 310, 1902]
sudoku-cell[interactable] bbox=[181, 1951, 224, 1975]
poem-line: ପଡ଼ିବ କାଳର ମୋର ମାଳ bbox=[1233, 1715, 1348, 1729]
sudoku-cell[interactable]: B bbox=[309, 1804, 352, 1828]
sudoku-cell[interactable]: 6 bbox=[96, 1951, 139, 1975]
poem-lines bbox=[1193, 1680, 1493, 1799]
district-story-signature: -ନରସିଂହ ସାହୁ bbox=[1400, 2276, 1461, 2290]
solution-cell bbox=[306, 2105, 326, 2124]
letter1-body-cont: ମହାଶୟ, ଧରିତ୍ରୀ (୧୭।୭)ରେ ଆନ୍ତର୍ଜାତିକ ନ୍ୟାୟ ଦିବସ ପାଳନ ଅବସରରେ ପ୍ରକାଶିତ ଲେଖାଟି ପଢ଼ି ଖୁସି ହେଲି। ଆନ୍ତର୍ଜାତିକ ଅପରାଧ ବିଚାରପାଇଁ ଗଠିତ ଅଦାଲତର ଭୂମିକା ଗୁରୁତ୍ବପୂର୍ଣ୍ଣ। ମାନବାଧିକାର ଉଲ୍ଲଂଘନ ରୋକିବା ପାଇଁ ବିଶ୍ବର ସମସ୍ତ ଦେଶ ଏକାଠି ହେବା ଆବଶ୍ୟକ। ନ୍ୟାୟ ପ୍ରଦାନରେ ବିଳମ୍ବ bbox=[790, 1923, 1180, 1993]
